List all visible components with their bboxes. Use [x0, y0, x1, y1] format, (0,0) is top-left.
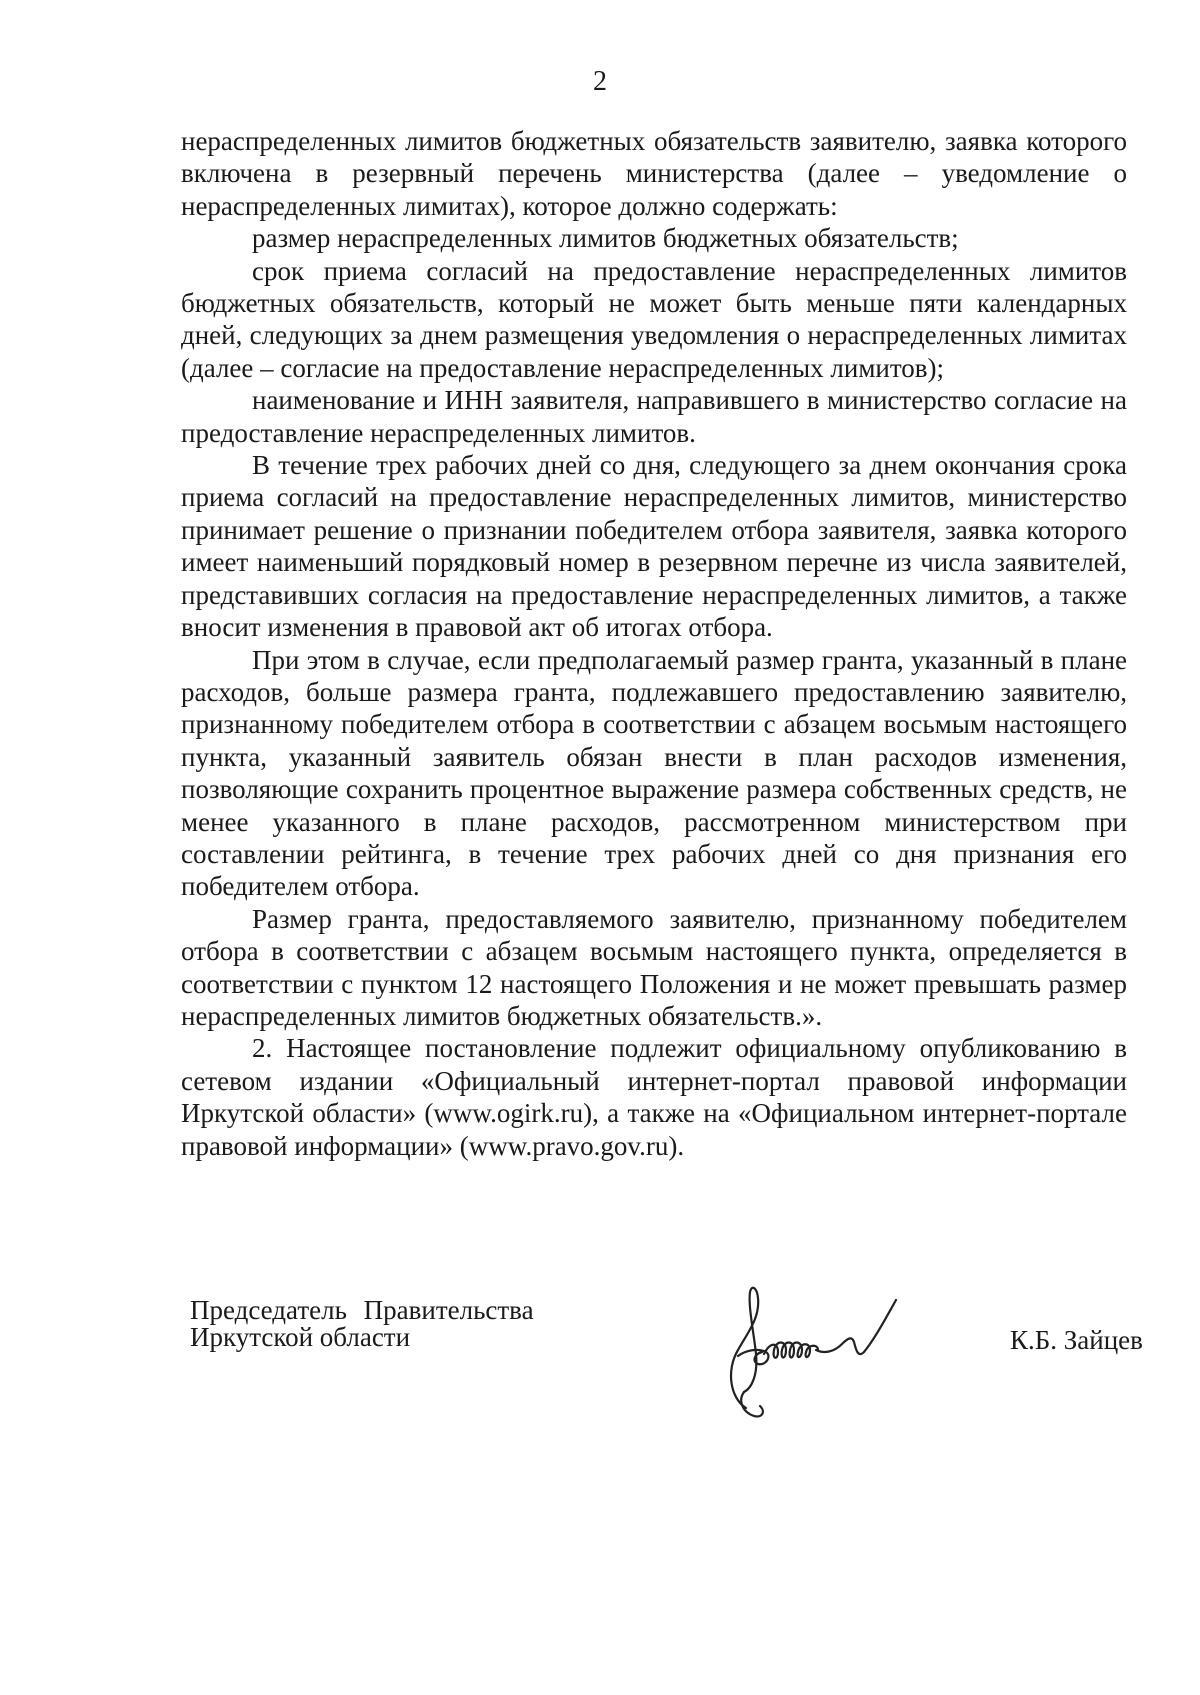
signatory-title: [190, 1297, 534, 1351]
paragraph-consent-deadline: срок приема согласий на предоставление нераспределенных лимитов бюджетных обязательств, который не может быть меньше пяти календарных дней, следующих за днем размещения уведомления о нераспределенных лимитах (далее – согласие на предоставление нераспределенных лимитов);: [181, 255, 1127, 383]
paragraph-winner-decision: В течение трех рабочих дней со дня, следующего за днем окончания срока приема согласий на предоставление нераспределенных лимитов, министерство принимает решение о признании победителем отбора заявителя, заявка которого имеет наименьший порядковый номер в резервном перечне из числа заявителей, представивших согласия на предоставление нераспределенных лимитов, а также вносит изменения в правовой акт об итогах отбора.: [181, 450, 1127, 643]
paragraph-continuation: нераспределенных лимитов бюджетных обязательств заявителю, заявка которого включена в резервный перечень министерства (далее – уведомление о нераспределенных лимитах), которое должно содержать:: [181, 126, 1127, 221]
signatory-name: К.Б. Зайцев: [1010, 1325, 1143, 1355]
paragraph-expense-plan-changes: При этом в случае, если предполагаемый размер гранта, указанный в плане расходов, больше размера гранта, подлежавшего предоставлению заявителю, признанному победителем отбора в соответствии с абзацем восьмым настоящего пункта, указанный заявитель обязан внести в план расходов изменения, позволяющие сохранить процентное выражение размера собственных средств, не менее указанного в плане расходов, рассмотренном министерством при составлении рейтинга, в течение трех рабочих дней со дня признания его победителем отбора.: [181, 644, 1127, 902]
handwritten-signature: [708, 1270, 958, 1430]
page-number: 2: [593, 66, 607, 97]
paragraph-publication: 2. Настоящее постановление подлежит официальному опубликованию в сетевом издании «Официальный интернет-портал правовой информации Иркутской области» (www.ogirk.ru), а также на «Официальном интернет-портале правовой информации» (www.pravo.gov.ru).: [181, 1033, 1127, 1161]
paragraph-grant-size: Размер гранта, предоставляемого заявителю, признанному победителем отбора в соответствии с абзацем восьмым настоящего пункта, определяется в соответствии с пунктом 12 настоящего Положения и не может превышать размер нераспределенных лимитов бюджетных обязательств.».: [181, 903, 1127, 1031]
paragraph-limit-size: размер нераспределенных лимитов бюджетных обязательств;: [252, 223, 959, 254]
signatory-region: Иркутской области: [190, 1322, 411, 1352]
document-body: [181, 125, 1127, 1162]
signatory-position: Председатель Правительства: [190, 1295, 534, 1325]
paragraph-applicant-name-inn: наименование и ИНН заявителя, направившего в министерство согласие на предоставление нераспределенных лимитов.: [181, 385, 1127, 448]
